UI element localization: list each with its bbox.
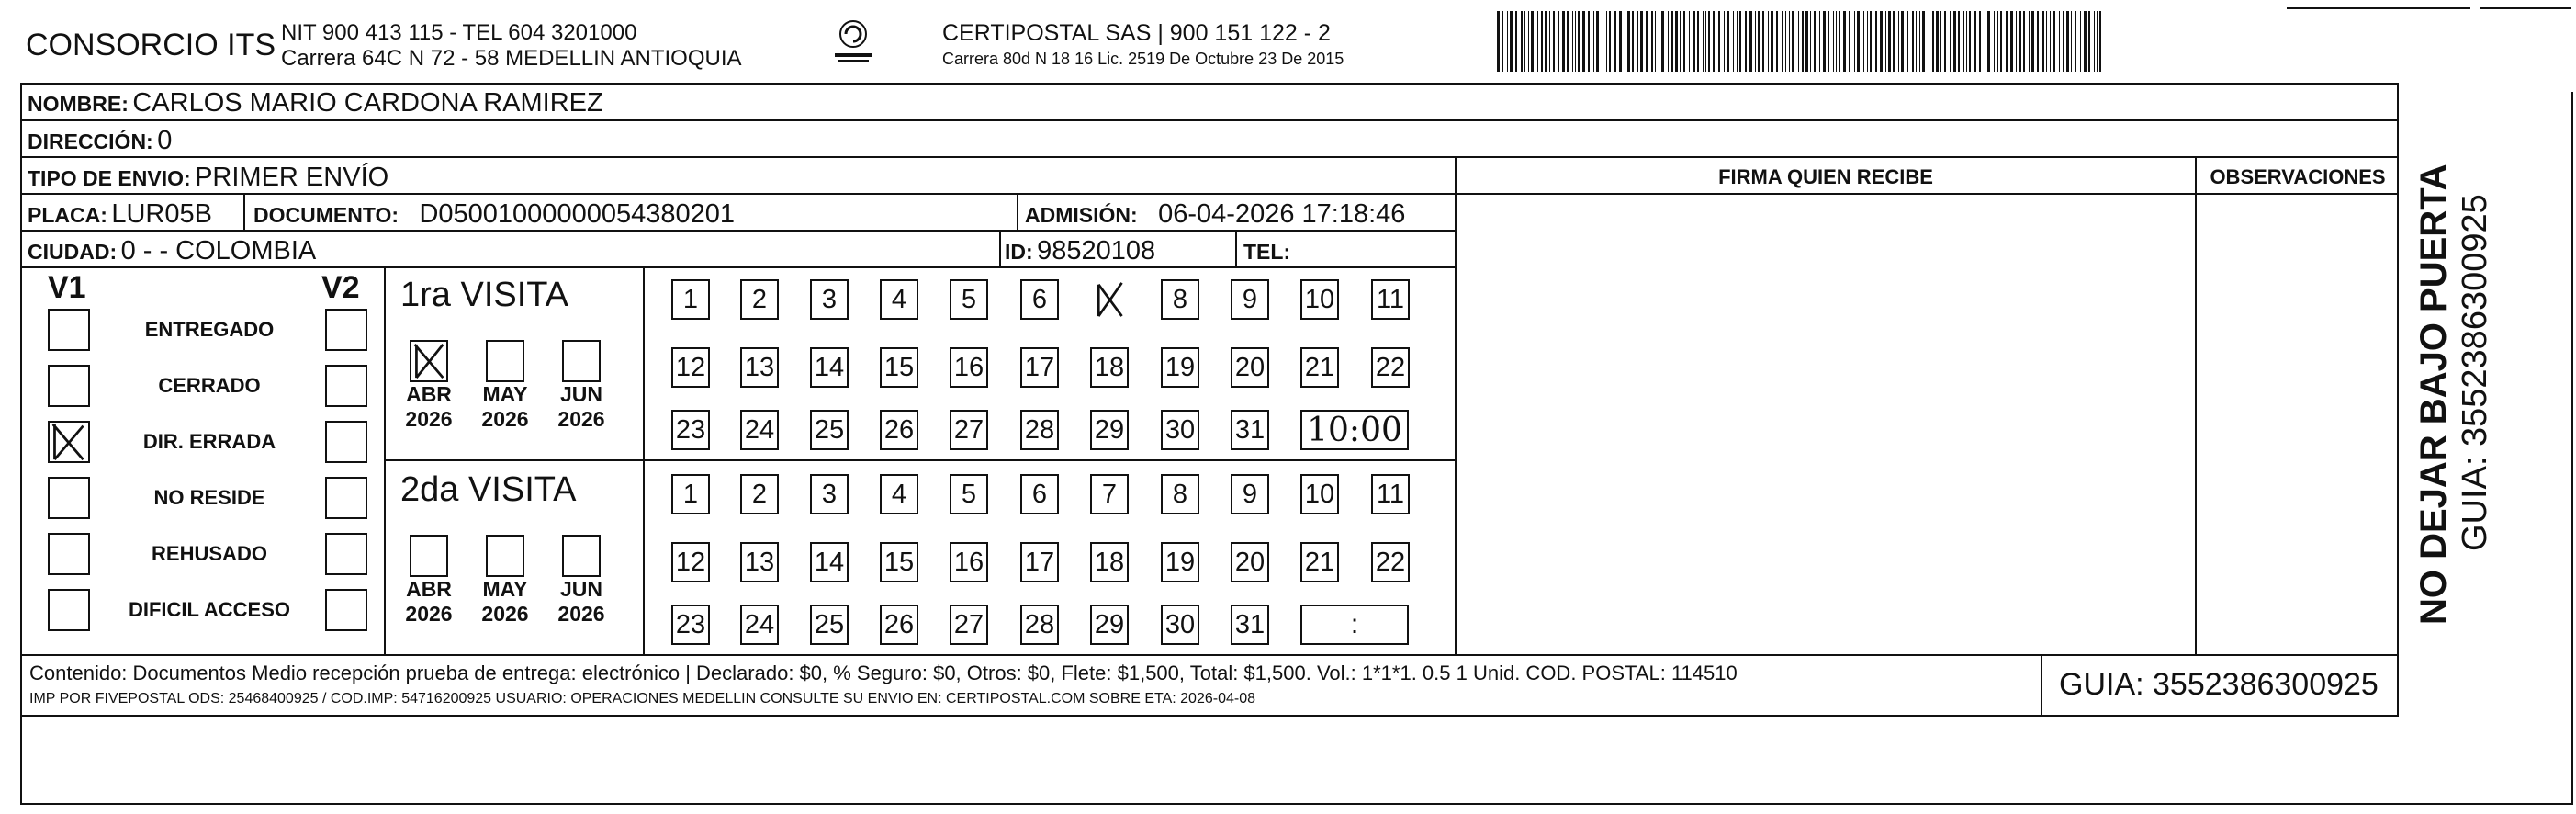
certipostal-logo bbox=[830, 18, 876, 66]
id-value: 98520108 bbox=[1037, 236, 1156, 266]
month-checkbox[interactable] bbox=[410, 340, 448, 382]
footer-guia: GUIA: 3552386300925 bbox=[2059, 667, 2379, 702]
month-year: 2026 bbox=[405, 602, 453, 626]
document-cell bbox=[253, 199, 735, 230]
month-checkbox[interactable] bbox=[562, 535, 601, 577]
v2-checkbox[interactable] bbox=[325, 421, 367, 463]
day-checkbox[interactable]: 15 bbox=[880, 347, 918, 388]
day-checkbox[interactable]: 2 bbox=[740, 279, 779, 320]
v1-header: V1 bbox=[48, 270, 86, 305]
day-checkbox[interactable]: 22 bbox=[1371, 347, 1410, 388]
document-value: D05001000000054380201 bbox=[419, 199, 735, 229]
day-checkbox[interactable]: 14 bbox=[810, 542, 849, 582]
status-label: ENTREGADO bbox=[144, 318, 275, 341]
recipient-name: CARLOS MARIO CARDONA RAMIREZ bbox=[132, 88, 603, 118]
day-checkbox[interactable]: 8 bbox=[1161, 474, 1199, 514]
day-checkbox[interactable]: 1 bbox=[671, 474, 710, 514]
status-label: CERRADO bbox=[158, 374, 261, 397]
side-warning: NO DEJAR BAJO PUERTA bbox=[2413, 164, 2454, 625]
tel-label: TEL: bbox=[1243, 240, 1291, 264]
status-label: DIR. ERRADA bbox=[142, 430, 276, 453]
day-checkbox[interactable]: 27 bbox=[950, 605, 988, 645]
name-row bbox=[28, 88, 603, 119]
day-checkbox[interactable]: 26 bbox=[880, 410, 918, 450]
day-checkbox[interactable]: 30 bbox=[1161, 410, 1199, 450]
v1-checkbox[interactable] bbox=[48, 533, 90, 575]
month-name: MAY bbox=[482, 577, 528, 601]
day-checkbox[interactable]: 6 bbox=[1020, 474, 1059, 514]
month-checkbox[interactable] bbox=[562, 340, 601, 382]
visit-time[interactable]: : bbox=[1300, 605, 1409, 645]
type-label: TIPO DE ENVIO: bbox=[28, 166, 191, 190]
admission-label: ADMISIÓN: bbox=[1025, 203, 1138, 227]
day-checkbox[interactable]: 17 bbox=[1020, 542, 1059, 582]
day-checkbox[interactable]: 16 bbox=[950, 347, 988, 388]
v2-header: V2 bbox=[321, 270, 360, 305]
carrier-address: Carrera 80d N 18 16 Lic. 2519 De Octubre 23 De 2015 bbox=[942, 50, 1344, 68]
carrier-name: CERTIPOSTAL SAS | 900 151 122 - 2 bbox=[942, 20, 1331, 46]
day-checkbox[interactable]: 10 bbox=[1300, 279, 1339, 320]
day-checkbox[interactable]: 12 bbox=[671, 542, 710, 582]
month-year: 2026 bbox=[405, 407, 453, 431]
footer-content: Contenido: Documentos Medio recepción prueba de entrega: electrónico | Declarado: $0, % Seguro: $0, Otros: $0, Flete: $1,500, Total: $1,500. Vol.: 1*1*1. 0.5 1 Unid. COD. POSTAL: 114510 bbox=[29, 661, 1738, 684]
day-checkbox[interactable]: 23 bbox=[671, 605, 710, 645]
day-checkbox[interactable]: 20 bbox=[1231, 347, 1269, 388]
month-year: 2026 bbox=[481, 602, 529, 626]
v2-checkbox[interactable] bbox=[325, 589, 367, 631]
v2-checkbox[interactable] bbox=[325, 477, 367, 519]
day-checkbox[interactable]: 28 bbox=[1020, 410, 1059, 450]
v1-checkbox[interactable] bbox=[48, 421, 90, 463]
day-checkbox[interactable]: 5 bbox=[950, 474, 988, 514]
day-checkbox[interactable]: 15 bbox=[880, 542, 918, 582]
month-checkbox[interactable] bbox=[486, 535, 524, 577]
name-label: NOMBRE: bbox=[28, 92, 129, 116]
month-label bbox=[473, 382, 537, 432]
month-label bbox=[473, 577, 537, 627]
day-checkbox[interactable]: 18 bbox=[1090, 542, 1129, 582]
visit-time[interactable]: 10:00 bbox=[1300, 410, 1409, 450]
day-checkbox[interactable]: 9 bbox=[1231, 279, 1269, 320]
day-checkbox[interactable]: 3 bbox=[810, 279, 849, 320]
day-checkbox[interactable]: 14 bbox=[810, 347, 849, 388]
month-name: ABR bbox=[406, 382, 452, 406]
footer-imp: IMP POR FIVEPOSTAL ODS: 25468400925 / COD.IMP: 54716200925 USUARIO: OPERACIONES MEDELLIN CONSULTE SU ENVIO EN: CERTIPOSTAL.COM SOBRE ETA: 2026-04-08 bbox=[29, 691, 1255, 707]
day-checkbox[interactable]: 30 bbox=[1161, 605, 1199, 645]
month-label bbox=[397, 577, 461, 627]
v2-checkbox[interactable] bbox=[325, 533, 367, 575]
status-label: NO RESIDE bbox=[153, 486, 265, 509]
signature-header: FIRMA QUIEN RECIBE bbox=[1718, 165, 1933, 188]
month-name: MAY bbox=[482, 382, 528, 406]
day-checkbox[interactable]: 9 bbox=[1231, 474, 1269, 514]
day-checkbox[interactable]: 29 bbox=[1090, 605, 1129, 645]
day-checkbox[interactable]: 8 bbox=[1161, 279, 1199, 320]
visit-title: 2da VISITA bbox=[400, 470, 577, 509]
day-checkbox[interactable]: 23 bbox=[671, 410, 710, 450]
recipient-address: 0 bbox=[157, 126, 173, 155]
day-checkbox[interactable]: 26 bbox=[880, 605, 918, 645]
company-name: CONSORCIO ITS bbox=[26, 28, 276, 62]
day-checkbox[interactable]: 10 bbox=[1300, 474, 1339, 514]
v1-checkbox[interactable] bbox=[48, 365, 90, 407]
v2-checkbox[interactable] bbox=[325, 365, 367, 407]
day-checkbox[interactable]: 4 bbox=[880, 474, 918, 514]
month-label bbox=[397, 382, 461, 432]
month-label bbox=[549, 382, 613, 432]
day-checkbox[interactable]: 27 bbox=[950, 410, 988, 450]
day-checkbox[interactable]: 17 bbox=[1020, 347, 1059, 388]
day-checkbox[interactable]: 3 bbox=[810, 474, 849, 514]
day-checkbox[interactable]: 31 bbox=[1231, 605, 1269, 645]
day-checkbox[interactable]: 13 bbox=[740, 542, 779, 582]
v1-checkbox[interactable] bbox=[48, 477, 90, 519]
day-checkbox[interactable]: 24 bbox=[740, 410, 779, 450]
city-label: CIUDAD: bbox=[28, 240, 118, 264]
day-checkbox[interactable]: 12 bbox=[671, 347, 710, 388]
day-checkbox[interactable]: 18 bbox=[1090, 347, 1129, 388]
month-label bbox=[549, 577, 613, 627]
day-checkbox[interactable]: 2 bbox=[740, 474, 779, 514]
day-checkbox[interactable]: 13 bbox=[740, 347, 779, 388]
side-guia: GUIA: 3552386300925 bbox=[2456, 194, 2494, 551]
month-name: JUN bbox=[559, 577, 602, 601]
month-year: 2026 bbox=[557, 407, 605, 431]
tel-cell bbox=[1243, 236, 1290, 266]
day-checkbox[interactable]: 22 bbox=[1371, 542, 1410, 582]
month-checkbox[interactable] bbox=[410, 535, 448, 577]
day-checkbox[interactable]: 11 bbox=[1371, 279, 1410, 320]
id-cell bbox=[1005, 236, 1155, 266]
day-checkbox[interactable]: 20 bbox=[1231, 542, 1269, 582]
month-name: JUN bbox=[559, 382, 602, 406]
status-label: DIFICIL ACCESO bbox=[128, 598, 290, 621]
day-checkbox[interactable]: 21 bbox=[1300, 542, 1339, 582]
day-checkbox[interactable]: 28 bbox=[1020, 605, 1059, 645]
day-checkbox[interactable]: 21 bbox=[1300, 347, 1339, 388]
v1-checkbox[interactable] bbox=[48, 589, 90, 631]
company-nit: NIT 900 413 115 - TEL 604 3201000 bbox=[281, 20, 637, 45]
month-checkbox[interactable] bbox=[486, 340, 524, 382]
day-checkbox[interactable] bbox=[1090, 279, 1129, 320]
month-year: 2026 bbox=[481, 407, 529, 431]
document-label: DOCUMENTO: bbox=[253, 203, 399, 227]
plate-label: PLACA: bbox=[28, 203, 107, 227]
day-checkbox[interactable]: 19 bbox=[1161, 542, 1199, 582]
day-checkbox[interactable]: 29 bbox=[1090, 410, 1129, 450]
address-label: DIRECCIÓN: bbox=[28, 130, 153, 153]
v1-checkbox[interactable] bbox=[48, 309, 90, 351]
day-checkbox[interactable]: 25 bbox=[810, 605, 849, 645]
day-checkbox[interactable]: 4 bbox=[880, 279, 918, 320]
shipment-type: PRIMER ENVÍO bbox=[195, 163, 389, 192]
v2-checkbox[interactable] bbox=[325, 309, 367, 351]
plate-value: LUR05B bbox=[111, 199, 212, 229]
plate-cell bbox=[28, 199, 212, 230]
barcode bbox=[1497, 11, 2177, 72]
day-checkbox[interactable]: 1 bbox=[671, 279, 710, 320]
admission-value: 06-04-2026 17:18:46 bbox=[1158, 199, 1406, 229]
day-checkbox[interactable]: 11 bbox=[1371, 474, 1410, 514]
month-name: ABR bbox=[406, 577, 452, 601]
day-checkbox[interactable]: 16 bbox=[950, 542, 988, 582]
day-checkbox[interactable]: 24 bbox=[740, 605, 779, 645]
visit-title: 1ra VISITA bbox=[400, 276, 569, 314]
day-checkbox[interactable]: 5 bbox=[950, 279, 988, 320]
address-row bbox=[28, 126, 172, 156]
city-value: 0 - - COLOMBIA bbox=[120, 236, 317, 266]
observations-header: OBSERVACIONES bbox=[2210, 165, 2386, 188]
type-row bbox=[28, 163, 388, 193]
status-label: REHUSADO bbox=[152, 542, 267, 565]
day-checkbox[interactable]: 25 bbox=[810, 410, 849, 450]
day-checkbox[interactable]: 7 bbox=[1090, 474, 1129, 514]
city-cell bbox=[28, 236, 316, 266]
admission-cell bbox=[1025, 199, 1405, 230]
id-label: ID: bbox=[1005, 240, 1033, 264]
company-address: Carrera 64C N 72 - 58 MEDELLIN ANTIOQUIA bbox=[281, 46, 742, 71]
day-checkbox[interactable]: 19 bbox=[1161, 347, 1199, 388]
month-year: 2026 bbox=[557, 602, 605, 626]
day-checkbox[interactable]: 6 bbox=[1020, 279, 1059, 320]
day-checkbox[interactable]: 31 bbox=[1231, 410, 1269, 450]
